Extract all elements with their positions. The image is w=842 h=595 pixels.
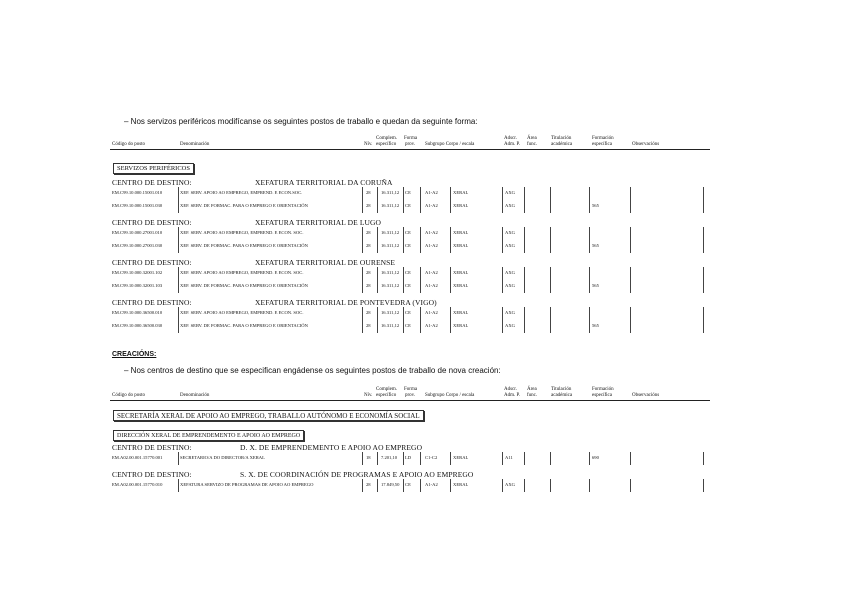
row-divider — [703, 307, 704, 320]
row-divider — [502, 452, 503, 465]
row-divider — [377, 479, 378, 492]
row-form: 565 — [592, 283, 599, 288]
row-comp: 16.311,12 — [381, 323, 400, 328]
row-niv: 28 — [366, 482, 371, 487]
centro-name: XEFATURA TERRITORIAL DA CORUÑA — [255, 178, 393, 187]
row-forma: CE — [405, 310, 411, 315]
row-divider — [703, 267, 704, 280]
row-divider — [377, 240, 378, 253]
row-divider — [377, 267, 378, 280]
row-divider — [450, 187, 451, 200]
row-corpo: XERAL — [453, 190, 469, 195]
row-divider — [450, 320, 451, 333]
row-divider — [502, 267, 503, 280]
row-divider — [450, 200, 451, 213]
row-divider — [450, 479, 451, 492]
row-den: SECRETARIO/A DO DIRECTOR/A XERAL — [180, 455, 265, 460]
row-adscr: AXG — [505, 270, 515, 275]
section-box-secretaria: SECRETARÍA XERAL DE APOIO AO EMPREGO, TRABALLO AUTÓNOMO E ECONOMÍA SOCIAL — [113, 410, 424, 421]
row-divider — [420, 200, 421, 213]
creacions-heading: CREACIÓNS: — [112, 351, 157, 358]
table1-col-adm: Adm. P. — [504, 142, 520, 147]
centro-label: CENTRO DE DESTINO: — [112, 258, 192, 267]
row-divider — [377, 307, 378, 320]
row-divider — [502, 240, 503, 253]
row-divider — [550, 452, 551, 465]
row-divider — [420, 267, 421, 280]
row-divider — [403, 240, 404, 253]
row-divider — [524, 479, 525, 492]
table2-col-area: Área — [527, 387, 537, 392]
row-divider — [450, 240, 451, 253]
row-divider — [502, 307, 503, 320]
row-divider — [450, 267, 451, 280]
row-divider — [630, 280, 631, 293]
row-divider — [362, 307, 363, 320]
table1-col-subgrupo: Subgrupo Corpo / escala — [425, 142, 475, 147]
row-divider — [524, 320, 525, 333]
table1-col-nivel: Nív. — [364, 142, 373, 147]
row-adscr: AXG — [505, 203, 515, 208]
table1-col-func: func. — [527, 142, 538, 147]
table2-col-adm: Adm. P. — [504, 393, 520, 398]
row-divider — [524, 187, 525, 200]
row-divider — [377, 320, 378, 333]
row-divider — [589, 227, 590, 240]
row-comp: 16.311,12 — [381, 310, 400, 315]
row-divider — [703, 240, 704, 253]
table2-col-observacions: Observacións — [632, 393, 660, 398]
row-divider — [502, 320, 503, 333]
row-sub: A1-A2 — [425, 323, 438, 328]
row-adscr: AXG — [505, 310, 515, 315]
row-divider — [502, 200, 503, 213]
centro-name: XEFATURA TERRITORIAL DE LUGO — [255, 218, 382, 227]
row-divider — [502, 479, 503, 492]
row-divider — [703, 227, 704, 240]
row-den: XEFATURA SERVIZO DE PROGRAMAS DE APOIO AO EMPREGO — [180, 482, 314, 487]
row-divider — [630, 452, 631, 465]
row-divider — [403, 267, 404, 280]
row-den: XEF. SERV. APOIO AO EMPREGO, EMPREND. E ECON.SOC. — [180, 190, 303, 195]
table1-col-formacion: Formación — [592, 136, 614, 141]
row-forma: CE — [405, 482, 411, 487]
row-divider — [362, 452, 363, 465]
row-divider — [450, 452, 451, 465]
row-code: EM.A02.00.001.15770.001 — [112, 455, 163, 460]
row-divider — [630, 479, 631, 492]
row-code: EM.A02.00.001.15770.010 — [112, 482, 163, 487]
row-sub: A1-A2 — [425, 482, 438, 487]
intro-text-1: – Nos servizos periféricos modifícanse os seguintes postos de traballo e quedan da seguinte forma: — [124, 117, 478, 126]
table2-col-especifica: específica — [592, 393, 612, 398]
row-corpo: XERAL — [453, 243, 469, 248]
row-divider — [362, 227, 363, 240]
row-divider — [178, 320, 179, 333]
row-divider — [630, 240, 631, 253]
row-divider — [362, 320, 363, 333]
centro-label: CENTRO DE DESTINO: — [112, 298, 192, 307]
table1-col-forma: Forma — [404, 136, 418, 141]
row-divider — [420, 307, 421, 320]
row-divider — [524, 280, 525, 293]
table1-col-titulacion: Titulación — [551, 136, 572, 141]
row-den: XEF. SERV. DE FORMAC. PARA O EMPREGO E ORIENTACIÓN — [180, 323, 308, 328]
row-divider — [550, 307, 551, 320]
table2-header-rule — [110, 400, 710, 401]
row-divider — [178, 240, 179, 253]
row-comp: 16.311,12 — [381, 243, 400, 248]
row-divider — [550, 187, 551, 200]
row-divider — [420, 320, 421, 333]
row-divider — [550, 267, 551, 280]
row-corpo: XERAL — [453, 270, 469, 275]
row-niv: 28 — [366, 283, 371, 288]
row-divider — [178, 307, 179, 320]
row-divider — [524, 227, 525, 240]
row-divider — [524, 240, 525, 253]
row-divider — [178, 200, 179, 213]
row-divider — [403, 320, 404, 333]
row-divider — [550, 320, 551, 333]
row-corpo: XERAL — [453, 323, 469, 328]
row-divider — [420, 187, 421, 200]
row-comp: 16.311,12 — [381, 203, 400, 208]
row-divider — [420, 280, 421, 293]
centro-name: S. X. DE COORDINACIÓN DE PROGRAMAS E APOIO AO EMPREGO — [240, 470, 474, 479]
row-den: XEF. SERV. DE FORMAC. PARA O EMPREGO E ORIENTACIÓN — [180, 283, 308, 288]
table2-col-especifico: específico — [376, 393, 397, 398]
row-divider — [403, 307, 404, 320]
table2-col-nivel: Nív. — [364, 393, 373, 398]
row-divider — [703, 187, 704, 200]
row-corpo: XERAL — [453, 283, 469, 288]
row-forma: CE — [405, 283, 411, 288]
row-divider — [589, 320, 590, 333]
row-divider — [420, 479, 421, 492]
table1-col-adscr: Adscr. — [504, 136, 517, 141]
centro-name: XEFATURA TERRITORIAL DE PONTEVEDRA (VIGO) — [255, 298, 437, 307]
row-divider — [524, 452, 525, 465]
table1-col-academica: académica — [551, 142, 573, 147]
section-box-servizos: SERVIZOS PERIFÉRICOS — [113, 163, 194, 174]
centro-name: XEFATURA TERRITORIAL DE OURENSE — [255, 258, 396, 267]
row-comp: 16.311,12 — [381, 190, 400, 195]
table2-col-codigo: Código do posto — [112, 393, 146, 398]
row-divider — [362, 280, 363, 293]
table2-col-forma: Forma — [404, 387, 418, 392]
row-divider — [630, 307, 631, 320]
row-code: EM.C99.10.000.36500.030 — [112, 323, 163, 328]
row-niv: 28 — [366, 270, 371, 275]
row-sub: C1-C2 — [425, 455, 438, 460]
row-divider — [589, 267, 590, 280]
centro-label: CENTRO DE DESTINO: — [112, 443, 192, 452]
row-divider — [502, 280, 503, 293]
row-adscr: AXG — [505, 243, 515, 248]
row-niv: 28 — [366, 310, 371, 315]
row-divider — [589, 479, 590, 492]
row-forma: CE — [405, 203, 411, 208]
row-forma: CE — [405, 270, 411, 275]
row-divider — [178, 227, 179, 240]
row-form: 565 — [592, 243, 599, 248]
row-divider — [403, 227, 404, 240]
row-sub: A1-A2 — [425, 190, 438, 195]
row-divider — [362, 240, 363, 253]
row-den: XEF. SERV. DE FORMAC. PARA O EMPREGO E ORIENTACIÓN — [180, 243, 308, 248]
row-corpo: XERAL — [453, 203, 469, 208]
row-corpo: XERAL — [453, 455, 469, 460]
row-divider — [403, 200, 404, 213]
row-form: 565 — [592, 203, 599, 208]
row-divider — [362, 187, 363, 200]
row-adscr: AXG — [505, 230, 515, 235]
table2-col-denominacion: Denominación — [180, 393, 210, 398]
row-sub: A1-A2 — [425, 283, 438, 288]
row-adscr: AXG — [505, 323, 515, 328]
row-code: EM.C99.10.000.15001.030 — [112, 203, 163, 208]
row-divider — [703, 200, 704, 213]
row-divider — [377, 227, 378, 240]
row-divider — [502, 227, 503, 240]
row-comp: 16.311,12 — [381, 283, 400, 288]
table1-col-complem: Complem. — [376, 136, 397, 141]
row-divider — [630, 200, 631, 213]
table1-col-denominacion: Denominación — [180, 142, 210, 147]
row-den: XEF. SERV. DE FORMAC. PARA O EMPREGO E ORIENTACIÓN — [180, 203, 308, 208]
row-divider — [550, 240, 551, 253]
row-divider — [377, 187, 378, 200]
row-den: XEF. SERV. APOIO AO EMPREGO, EMPREND. E ECON. SOC. — [180, 310, 304, 315]
centro-name: D. X. DE EMPRENDEMENTO E APOIO AO EMPREGO — [240, 443, 423, 452]
row-sub: A1-A2 — [425, 243, 438, 248]
row-divider — [524, 307, 525, 320]
row-divider — [403, 479, 404, 492]
row-divider — [362, 267, 363, 280]
row-divider — [630, 320, 631, 333]
row-code: EM.C99.10.000.27001.030 — [112, 243, 163, 248]
row-corpo: XERAL — [453, 482, 469, 487]
row-divider — [589, 187, 590, 200]
row-divider — [377, 200, 378, 213]
row-divider — [630, 267, 631, 280]
table2-col-func: func. — [527, 393, 538, 398]
row-divider — [703, 452, 704, 465]
table1-col-especifica: específica — [592, 142, 612, 147]
row-divider — [420, 240, 421, 253]
row-comp: 7.201,10 — [381, 455, 398, 460]
row-adscr: AXG — [505, 283, 515, 288]
table1-header-rule — [110, 149, 710, 150]
row-divider — [178, 187, 179, 200]
row-den: XEF. SERV. APOIO AO EMPREGO, EMPREND. E ECON. SOC. — [180, 270, 304, 275]
row-divider — [589, 452, 590, 465]
row-divider — [403, 452, 404, 465]
row-code: EM.C99.10.000.32001.103 — [112, 283, 163, 288]
row-divider — [524, 267, 525, 280]
row-niv: 28 — [366, 190, 371, 195]
row-divider — [630, 187, 631, 200]
row-sub: A1-A2 — [425, 230, 438, 235]
row-adscr: A11 — [505, 455, 513, 460]
row-corpo: XERAL — [453, 310, 469, 315]
row-divider — [362, 200, 363, 213]
table2-col-adscr: Adscr. — [504, 387, 517, 392]
table2-col-titulacion: Titulación — [551, 387, 572, 392]
row-comp: 17.849,50 — [381, 482, 400, 487]
row-niv: 28 — [366, 203, 371, 208]
row-forma: CE — [405, 243, 411, 248]
row-divider — [502, 187, 503, 200]
row-divider — [450, 307, 451, 320]
intro-text-2: – Nos centros de destino que se especifican engádense os seguintes postos de traballo de nova creación: — [124, 366, 501, 375]
table1-col-area: Área — [527, 136, 537, 141]
row-niv: 28 — [366, 323, 371, 328]
table2-col-prov: prov. — [405, 393, 416, 398]
centro-label: CENTRO DE DESTINO: — [112, 178, 192, 187]
table1-col-observacions: Observacións — [632, 142, 660, 147]
row-divider — [589, 280, 590, 293]
row-divider — [178, 267, 179, 280]
row-divider — [589, 307, 590, 320]
row-sub: A1-A2 — [425, 310, 438, 315]
row-niv: 28 — [366, 230, 371, 235]
row-divider — [403, 187, 404, 200]
row-divider — [420, 452, 421, 465]
row-forma: CE — [405, 323, 411, 328]
row-adscr: AXG — [505, 482, 515, 487]
row-divider — [630, 227, 631, 240]
row-code: EM.C99.10.000.27001.010 — [112, 230, 163, 235]
row-form: 690 — [592, 455, 599, 460]
row-divider — [550, 479, 551, 492]
row-divider — [362, 479, 363, 492]
table2-col-subgrupo: Subgrupo Corpo / escala — [425, 393, 475, 398]
row-divider — [178, 280, 179, 293]
row-divider — [450, 227, 451, 240]
row-form: 565 — [592, 323, 599, 328]
row-divider — [403, 280, 404, 293]
row-niv: 28 — [366, 243, 371, 248]
row-divider — [420, 227, 421, 240]
row-divider — [589, 240, 590, 253]
row-divider — [524, 200, 525, 213]
row-divider — [589, 200, 590, 213]
section-box-direccion: DIRECCIÓN XERAL DE EMPRENDEMENTO E APOIO AO EMPREGO — [113, 430, 304, 441]
table2-col-complem: Complem. — [376, 387, 397, 392]
row-code: EM.C99.10.000.32001.102 — [112, 270, 163, 275]
centro-label: CENTRO DE DESTINO: — [112, 218, 192, 227]
row-divider — [703, 320, 704, 333]
row-comp: 16.311,12 — [381, 270, 400, 275]
row-divider — [550, 200, 551, 213]
row-forma: LD — [405, 455, 412, 460]
row-adscr: AXG — [505, 190, 515, 195]
table1-col-prov: prov. — [405, 142, 416, 147]
row-divider — [178, 452, 179, 465]
centro-label: CENTRO DE DESTINO: — [112, 470, 192, 479]
table1-col-codigo: Código do posto — [112, 142, 146, 147]
row-niv: 18 — [366, 455, 371, 460]
row-divider — [550, 227, 551, 240]
row-divider — [178, 479, 179, 492]
row-divider — [550, 280, 551, 293]
row-sub: A1-A2 — [425, 270, 438, 275]
row-divider — [377, 280, 378, 293]
row-den: XEF. SERV. APOIO AO EMPREGO, EMPREND. E ECON. SOC. — [180, 230, 304, 235]
row-divider — [703, 479, 704, 492]
row-code: EM.C99.10.000.36500.010 — [112, 310, 163, 315]
row-corpo: XERAL — [453, 230, 469, 235]
row-code: EM.C99.10.000.15001.010 — [112, 190, 163, 195]
row-comp: 16.311,12 — [381, 230, 400, 235]
row-forma: CE — [405, 230, 411, 235]
row-sub: A1-A2 — [425, 203, 438, 208]
row-divider — [703, 280, 704, 293]
table1-col-especifico: específico — [376, 142, 397, 147]
row-forma: CE — [405, 190, 411, 195]
row-divider — [377, 452, 378, 465]
row-divider — [450, 280, 451, 293]
table2-col-formacion: Formación — [592, 387, 614, 392]
table2-col-academica: académica — [551, 393, 573, 398]
